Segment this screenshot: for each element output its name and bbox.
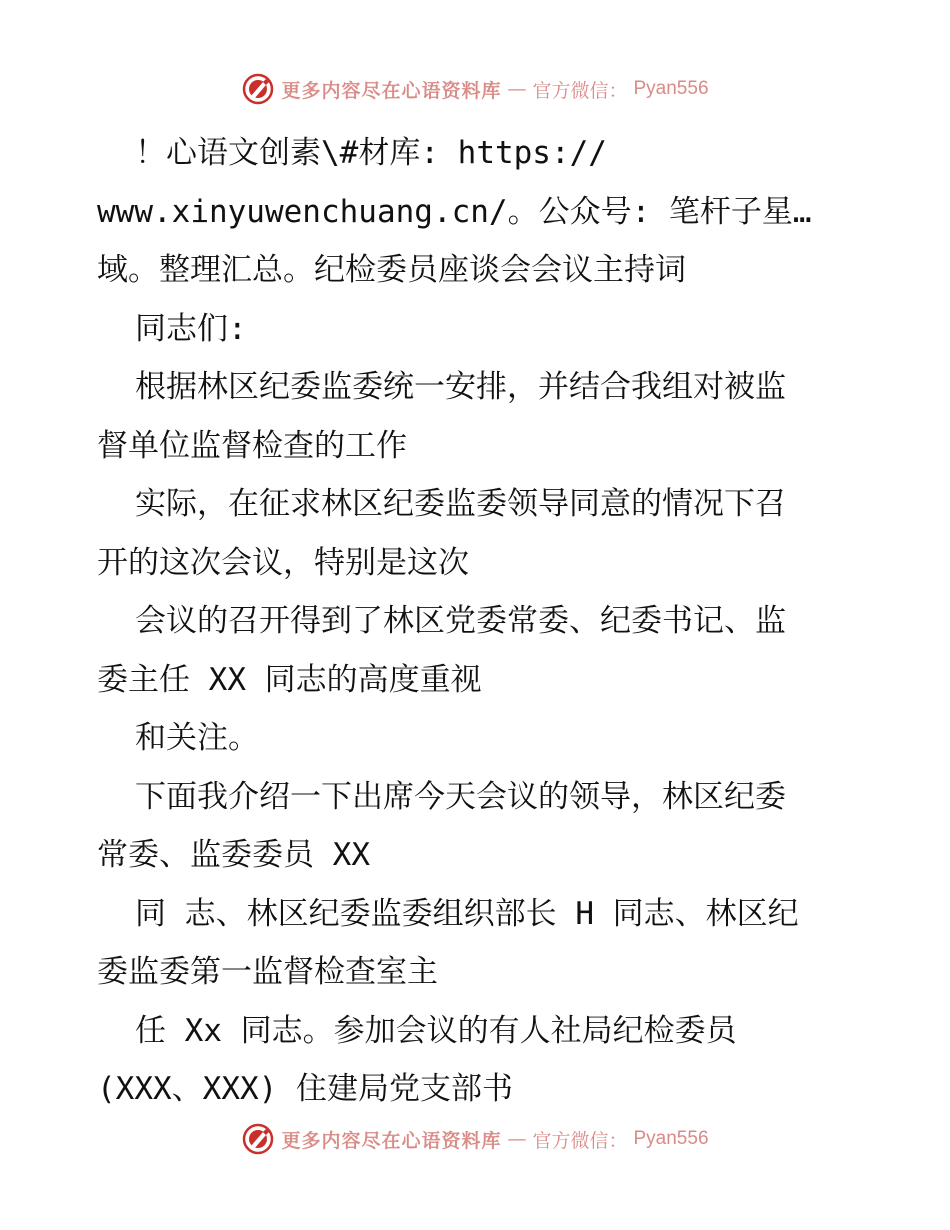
banner-wechat-id: Pyan556 [633, 78, 709, 99]
body-line: 委主任 XX 同志的高度重视 [97, 661, 482, 698]
banner-separator: — [507, 1128, 527, 1150]
body-line: (XXX、XXX) 住建局党支部书 [97, 1071, 513, 1107]
header-watermark-banner [0, 72, 950, 106]
banner-wechat-label: 官方微信： [532, 79, 628, 102]
pen-circle-logo-icon [241, 72, 275, 106]
body-line: 同 志、林区纪委监委组织部长 H 同志、林区纪 [135, 895, 799, 932]
body-line: 根据林区纪委监委统一安排，并结合我组对被监 [135, 369, 786, 405]
banner-main-text: 更多内容尽在心语资料库 [281, 1129, 502, 1152]
body-line: ！心语文创素\#材库: https:// [135, 135, 607, 171]
body-line: 委监委第一监督检查室主 [97, 954, 438, 990]
banner-main-text: 更多内容尽在心语资料库 [281, 79, 502, 102]
body-line: www.xinyuwenchuang.cn/。公众号: 笔杆子星… [97, 193, 812, 230]
footer-watermark-banner [0, 1122, 950, 1156]
banner-separator: — [507, 78, 527, 100]
body-line: 常委、监委委员 XX [97, 837, 370, 873]
banner-wechat-id: Pyan556 [633, 1128, 709, 1149]
body-line: 会议的召开得到了林区党委常委、纪委书记、监 [135, 603, 786, 639]
body-line: 域。整理汇总。纪检委员座谈会会议主持词 [97, 252, 686, 288]
body-line: 和关注。 [135, 720, 259, 756]
pen-circle-logo-icon [241, 1122, 275, 1156]
document-body [97, 124, 857, 1119]
body-line: 任 Xx 同志。参加会议的有人社局纪检委员 [135, 1012, 737, 1049]
body-line: 开的这次会议，特别是这次 [97, 544, 469, 581]
body-line: 下面我介绍一下出席今天会议的领导，林区纪委 [135, 778, 786, 815]
body-line: 督单位监督检查的工作 [97, 427, 407, 464]
body-line: 同志们: [135, 310, 247, 347]
banner-wechat-label: 官方微信： [532, 1129, 628, 1152]
body-line: 实际，在征求林区纪委监委领导同意的情况下召 [135, 486, 786, 522]
